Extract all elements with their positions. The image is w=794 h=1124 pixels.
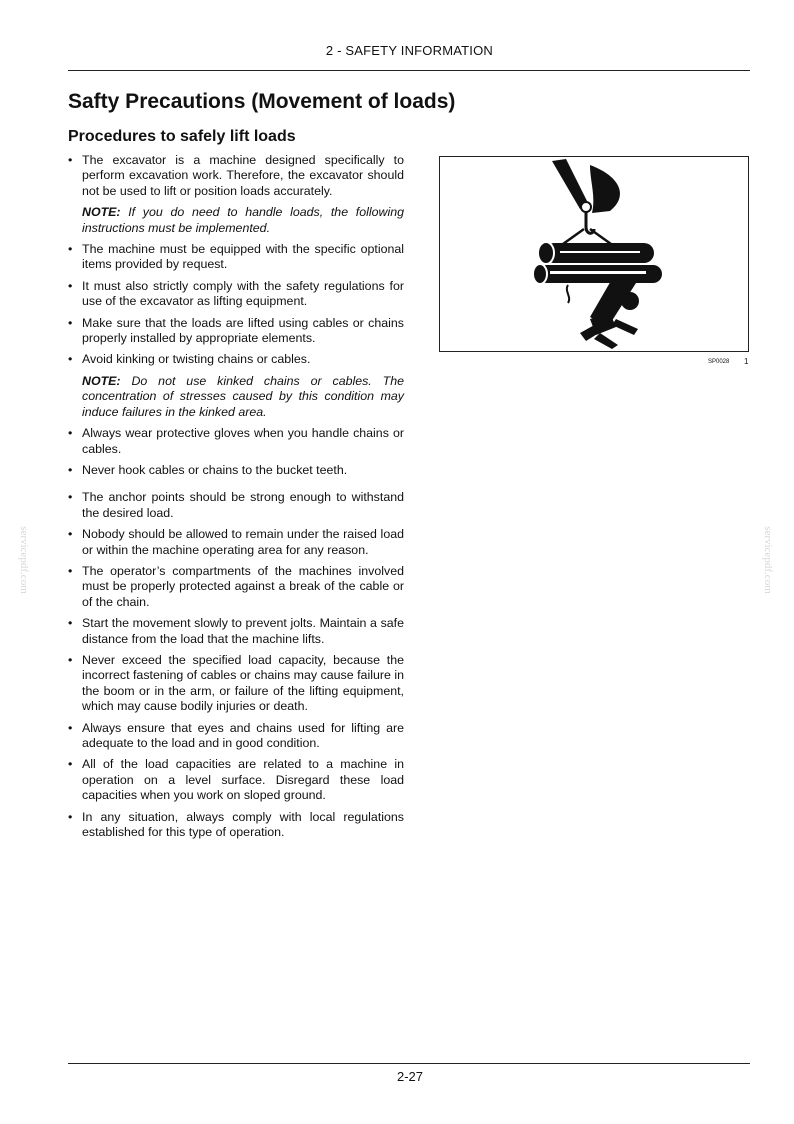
list-item-text: Nobody should be allowed to remain under the raised load or within the machine operating area for any reason. <box>82 527 404 557</box>
note <box>68 374 404 420</box>
bullet: • <box>68 153 73 167</box>
list-item-text: It must also strictly comply with the safety regulations for use of the excavator as lifting equipment. <box>82 278 404 309</box>
note-label: NOTE: <box>82 205 121 220</box>
list-item <box>68 279 404 310</box>
list-item <box>68 153 404 199</box>
list-item <box>68 352 404 367</box>
list-item-text: Always ensure that eyes and chains used for lifting are adequate to the load and in good condition. <box>82 720 404 750</box>
bullet: • <box>68 352 73 367</box>
falling-load-warning-illustration-icon <box>440 157 748 351</box>
note-text: Do not use kinked chains or cables. The concentration of stresses caused by this condition may induce failures in the kinked area. <box>82 373 404 419</box>
motion-arrow <box>567 285 569 303</box>
excavator-bucket <box>590 165 620 213</box>
list-item-text: Start the movement slowly to prevent jolts. Maintain a safe distance from the load that the machine lifts. <box>82 616 404 646</box>
section-subtitle: Procedures to safely lift loads <box>68 128 296 145</box>
list-item <box>68 316 404 347</box>
bullet: • <box>68 490 73 505</box>
figure-number: 1 <box>744 357 749 366</box>
bullet: • <box>68 462 73 477</box>
list-item-text: Never hook cables or chains to the bucket teeth. <box>82 462 348 477</box>
list-item-text: Always wear protective gloves when you handle chains or cables. <box>82 426 404 456</box>
warning-figure <box>439 156 749 352</box>
page-number: 2-27 <box>396 1069 424 1084</box>
list-item <box>68 810 404 841</box>
list-item-text: Avoid kinking or twisting chains or cables. <box>82 352 311 367</box>
bullet: • <box>68 315 73 330</box>
bullet: • <box>68 652 73 667</box>
list-item-text: The operator’s compartments of the machines involved must be properly protected against a break of the cable or of the chain. <box>82 563 404 609</box>
note-text: If you do need to handle loads, the following instructions must be implemented. <box>82 205 404 235</box>
list-item <box>68 721 404 752</box>
watermark-right: servicepdf.com <box>762 526 774 594</box>
list-item <box>68 527 404 558</box>
arm-pin <box>581 202 591 212</box>
list-item <box>68 653 404 715</box>
list-item <box>68 463 404 478</box>
note <box>68 205 404 236</box>
list-item-text: Make sure that the loads are lifted using cables or chains properly installed by appropriate elements. <box>82 315 404 346</box>
bullet: • <box>68 616 73 631</box>
page-title: Safty Precautions (Movement of loads) <box>68 90 456 113</box>
list-item-text: The excavator is a machine designed specifically to perform excavation work. Therefore, the excavator should not be used to lift or position loads accurately. <box>82 153 404 198</box>
text-column <box>68 153 404 846</box>
bullet: • <box>68 563 73 578</box>
bullet: • <box>68 278 73 293</box>
excavator-arm <box>552 159 588 209</box>
list-item <box>68 757 404 803</box>
list-item <box>68 564 404 610</box>
list-item-text: Never exceed the specified load capacity, because the incorrect fastening of cables or chains may cause failure in the boom or in the arm, or failure of the lifting equipment, which may cause bodily injuries or death. <box>82 652 404 714</box>
figure-code: SP0028 <box>708 359 730 365</box>
watermark-left: servicepdf.com <box>18 526 30 594</box>
bullet: • <box>68 527 73 542</box>
header-section: 2 - SAFETY INFORMATION <box>325 43 493 58</box>
bullet: • <box>68 757 73 772</box>
bullet: • <box>68 242 73 257</box>
list-item-text: The machine must be equipped with the specific optional items provided by request. <box>82 242 404 272</box>
bullet: • <box>68 809 73 824</box>
bullet: • <box>68 720 73 735</box>
pipe-load <box>533 242 662 284</box>
list-item-text: The anchor points should be strong enough to withstand the desired load. <box>82 490 404 520</box>
running-header <box>0 43 750 58</box>
note-label: NOTE: <box>82 373 121 388</box>
list-item <box>68 616 404 647</box>
list-item <box>68 242 404 273</box>
list-item-text: All of the load capacities are related to a machine in operation on a level surface. Disregard these load capacities when you work on sloped ground. <box>82 757 404 803</box>
list-item <box>68 426 404 457</box>
footer-rule <box>68 1063 750 1064</box>
list-item-text: In any situation, always comply with local regulations established for this type of operation. <box>82 809 404 840</box>
list-item <box>68 490 404 521</box>
header-rule <box>68 70 750 71</box>
bullet: • <box>68 426 73 441</box>
